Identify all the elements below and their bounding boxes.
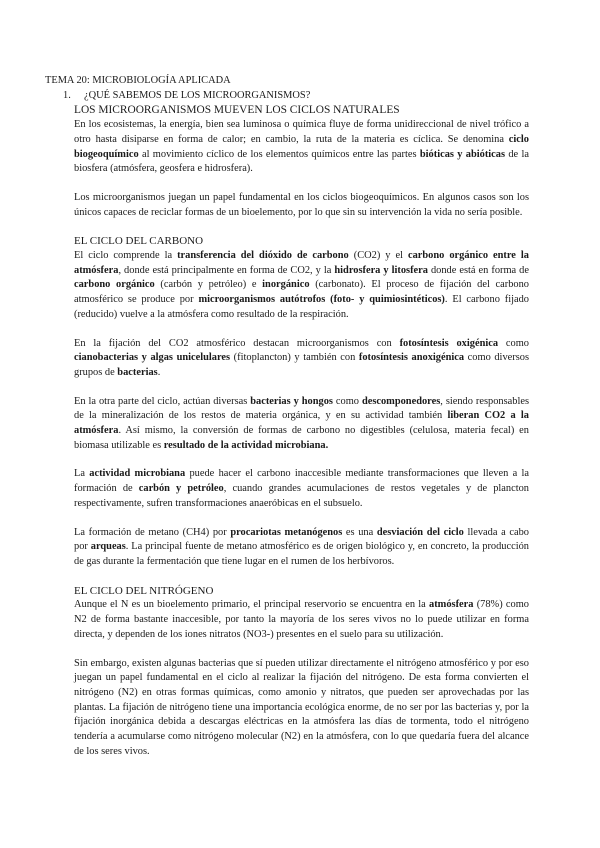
text: . Así mismo, la conversión de formas de carbono no digestibles (celulosa, materia fecal) en biomasa utilizable es [74, 425, 529, 451]
carbon-paragraph-1 [74, 249, 529, 323]
text: , donde está principalmente en forma de CO2, y la [118, 264, 335, 276]
section-title: ¿QUÉ SABEMOS DE LOS MICROORGANISMOS? [84, 89, 311, 101]
text: llevada a cabo por [74, 526, 529, 553]
text: . La principal fuente de metano atmosférico es de origen biológico y, en concreto, la producción de gas durante la fermentación que tiene lugar en el rumen de los herbívoros. [74, 541, 530, 567]
carbon-paragraph-4 [74, 467, 529, 511]
bold-term: procariotas metanógenos [230, 526, 343, 538]
text: , cuando grandes acumulaciones de restos vegetales y de plancton respectivamente, sufren transformaciones anaeróbicas en el subsuelo. [74, 483, 529, 509]
bold-term: atmósfera [429, 599, 474, 611]
bold-term: liberan CO2 a la atmósfera [74, 410, 530, 437]
bold-term: carbono orgánico [74, 279, 155, 291]
text: La formación de metano (CH4) por [74, 526, 231, 538]
intro-paragraph-2: Los microorganismos juegan un papel fundamental en los ciclos biogeoquímicos. En algunos casos son los únicos capaces de reciclar formas de un bioelemento, por lo que sin su intervención la vida no sería posible. [74, 191, 529, 218]
text: como diversos grupos de [74, 352, 529, 378]
section-number: 1. [63, 89, 71, 101]
text: donde está en forma de [427, 264, 529, 276]
bold-term: descomponedores [361, 395, 441, 407]
carbon-paragraph-3 [74, 395, 529, 454]
text: como [498, 337, 529, 349]
bold-term: carbono orgánico entre la atmósfera [74, 250, 529, 276]
text: como [332, 395, 362, 407]
text: (fitoplancton) y también con [230, 352, 359, 364]
bold-term: inorgánico [262, 279, 310, 291]
text: de la biosfera (atmósfera, geosfera e hidrosfera). [74, 148, 529, 175]
content-block [74, 118, 529, 759]
text: (carbonato). El proceso de fijación del carbono atmosférico se produce por [74, 279, 530, 306]
text: Aunque el N es un bioelemento primario, el principal reservorio se encuentra en la [74, 599, 430, 611]
text: En la fijación del CO2 atmosférico destacan microorganismos con [74, 337, 400, 349]
carbon-paragraph-2 [74, 337, 529, 381]
text: puede hacer el carbono inaccesible mediante transformaciones que lleven a la formación de [74, 468, 529, 495]
document-body [45, 74, 529, 759]
text: La [74, 468, 90, 480]
text: al movimiento cíclico de los elementos químicos entre las partes [138, 148, 420, 160]
bold-term: bacterias [117, 366, 158, 378]
bold-term: carbón y petróleo [138, 483, 224, 495]
bold-term: arqueas [90, 541, 126, 553]
text: El ciclo comprende la [74, 250, 178, 262]
text: , siendo responsables de la mineralización de los restos de materia orgánica, y en su actividad también [74, 395, 529, 422]
subtitle: LOS MICROORGANISMOS MUEVEN LOS CICLOS NATURALES [74, 104, 400, 117]
bold-term: actividad microbiana [89, 468, 186, 480]
carbon-heading: EL CICLO DEL CARBONO [74, 235, 204, 248]
section-heading [63, 89, 529, 104]
document-title: TEMA 20: MICROBIOLOGÍA APLICADA [45, 75, 231, 86]
text: (carbón y petróleo) e [154, 279, 263, 291]
nitrogen-paragraph-1 [74, 598, 529, 642]
text: En los ecosistemas, la energía, bien sea luminosa o química fluye de forma unidireccional de nivel trófico a otro hasta disiparse en forma de calor; en cambio, la ruta de la materia es cíclica. Se denomina [74, 119, 529, 145]
text: es una [342, 526, 377, 538]
bold-term: fotosíntesis anoxigénica [358, 352, 465, 364]
intro-paragraph-1 [74, 118, 529, 177]
nitrogen-heading: EL CICLO DEL NITRÓGENO [74, 584, 214, 597]
text: En la otra parte del ciclo, actúan diversas [74, 395, 251, 407]
bold-term: desviación del ciclo [376, 526, 464, 538]
bold-term: cianobacterias y algas unicelulares [74, 352, 231, 364]
text: . [157, 366, 161, 378]
bold-term: microorganismos autótrofos (foto- y quimiosintéticos) [198, 294, 445, 306]
text: (78%) como N2 de forma bastante inaccesible, por tanto la mayoría de los seres vivos no lo puede utilizar en forma directa, y dependen de los iones nitratos (NO3-) presentes en el suelo para su utilización. [74, 599, 529, 640]
bold-term: fotosíntesis oxigénica [399, 337, 499, 349]
bold-term: resultado de la actividad microbiana. [163, 439, 329, 451]
bold-term: transferencia del dióxido de carbono [177, 250, 349, 262]
text: (CO2) y el [348, 250, 408, 262]
bold-term: hidrosfera y litosfera [334, 264, 428, 276]
text: . El carbono fijado (reducido) vuelve a la atmósfera como resultado de la respiración. [74, 294, 529, 320]
nitrogen-paragraph-2: Sin embargo, existen algunas bacterias que sí pueden utilizar directamente el nitrógeno atmosférico y por eso juegan un papel fundamental en el ciclo al realizar la fijación del nitrógeno. De esta forma convierten el nitrógeno (N2) en otras formas químicas, como amonio y nitratos, que pueden ser aprovechadas por las plantas. La fijación de nitrógeno tiene una importancia ecológica enorme, de no ser por las bacterias y, por la fijación inorgánica debida a descargas eléctricas en la atmósfera las días de tormenta, todo el nitrógeno tendería a acumularse como nitrógeno molecular (N2) en la atmósfera, con lo que quedaría fuera del alcance de los seres vivos. [74, 657, 529, 757]
bold-term: ciclo biogeoquímico [74, 133, 529, 160]
bold-term: bióticas y abióticas [419, 148, 506, 160]
carbon-paragraph-5 [74, 526, 529, 570]
bold-term: bacterias y hongos [250, 395, 333, 407]
